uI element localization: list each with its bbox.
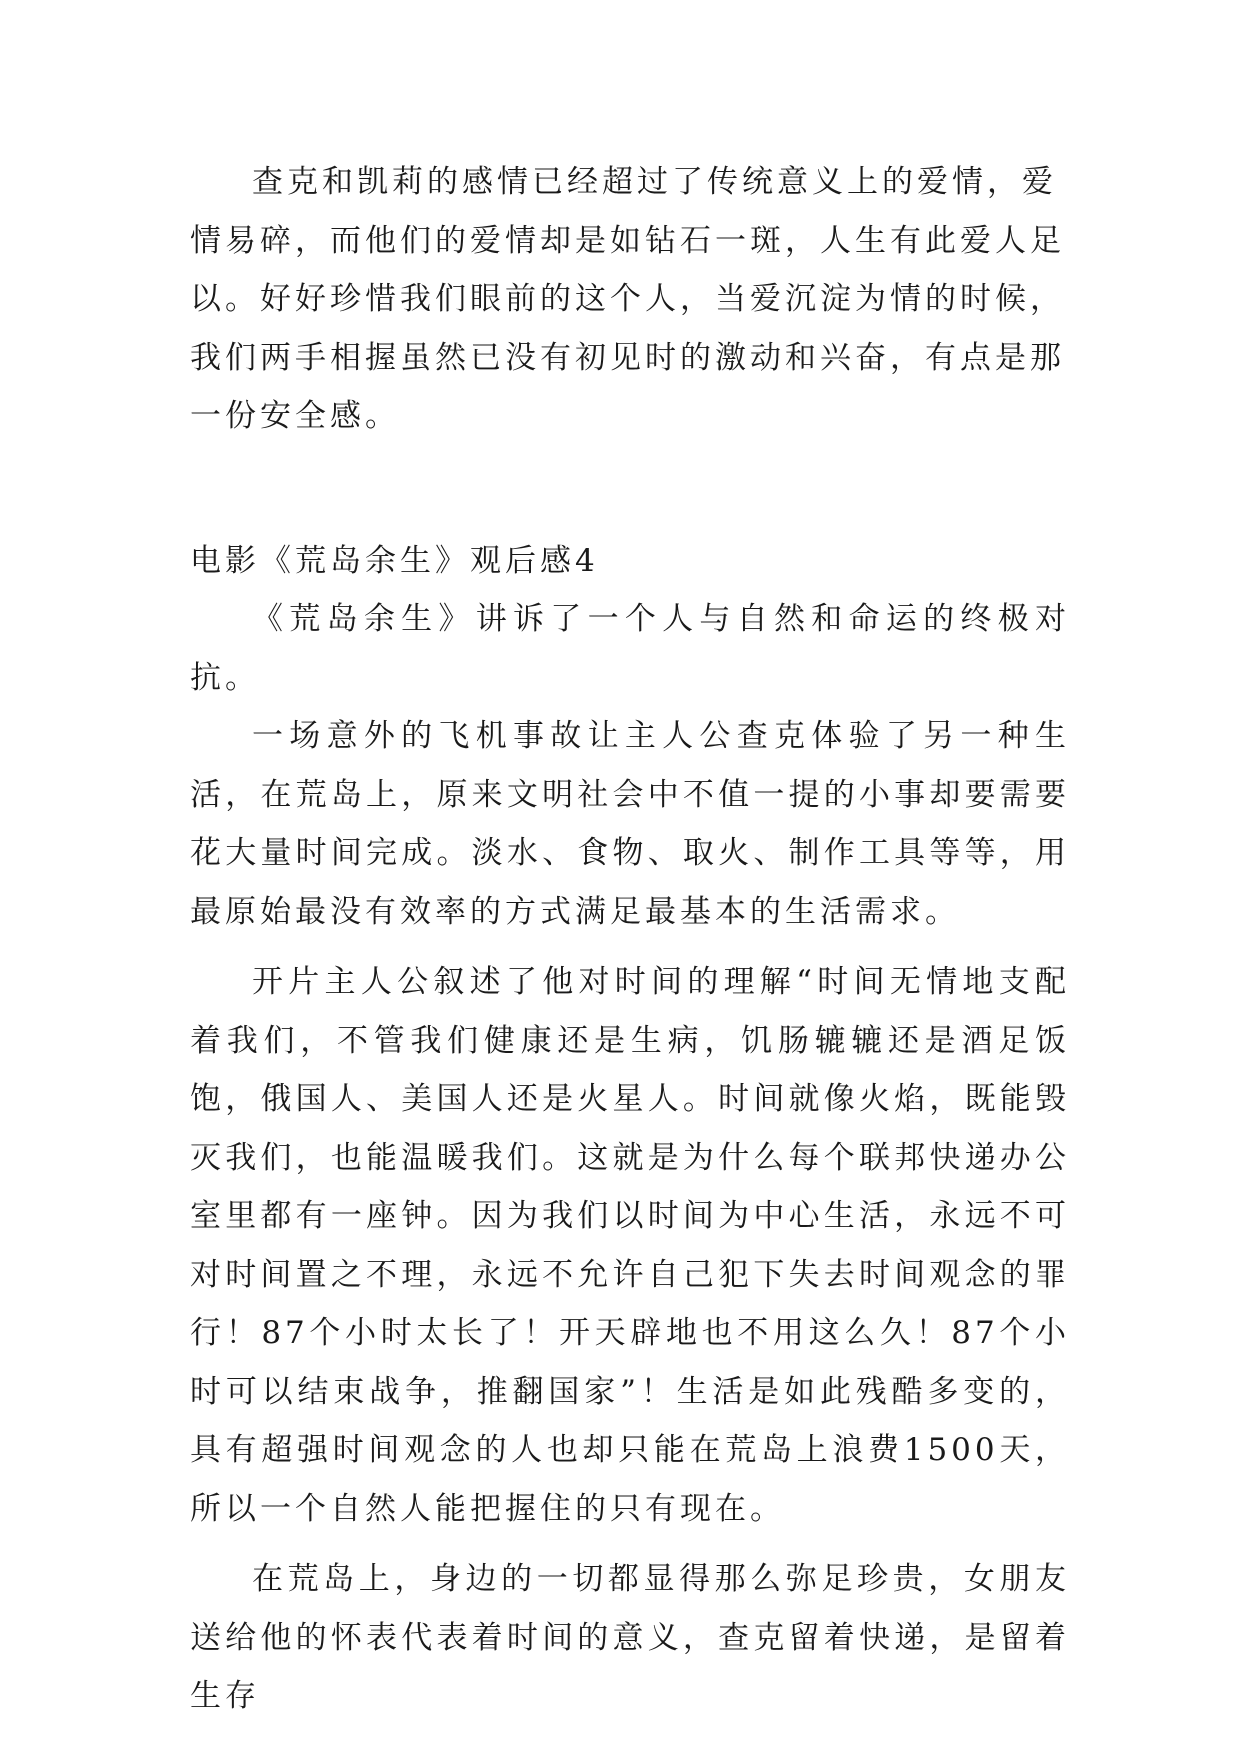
document-body	[190, 153, 1070, 1726]
section-spacer	[190, 446, 1070, 532]
paragraph-spacer	[190, 1538, 1070, 1550]
paragraph-spacer	[190, 941, 1070, 953]
paragraph-2: 《荒岛余生》讲诉了一个人与自然和命运的终极对抗。	[190, 601, 1070, 696]
paragraph-4: 开片主人公叙述了他对时间的理解“时间无情地支配着我们，不管我们健康还是生病，饥肠辘辘还是酒足饭饱，俄国人、美国人还是火星人。时间就像火焰，既能毁灭我们，也能温暖我们。这就是为什么每个联邦快递办公室里都有一座钟。因为我们以时间为中心生活，永远不可对时间置之不理，永远不允许自己犯下失去时间观念的罪行！87个小时太长了！开天辟地也不用这么久！87个小时可以结束战争，推翻国家”！生活是如此残酷多变的，具有超强时间观念的人也却只能在荒岛上浪费1500天，所以一个自然人能把握住的只有现在。	[190, 964, 1070, 1527]
paragraph-3: 一场意外的飞机事故让主人公查克体验了另一种生活，在荒岛上，原来文明社会中不值一提的小事却要需要花大量时间完成。淡水、食物、取火、制作工具等等，用最原始最没有效率的方式满足最基本的生活需求。	[190, 718, 1070, 930]
section-title: 电影《荒岛余生》观后感4	[190, 542, 599, 579]
paragraph-5: 在荒岛上，身边的一切都显得那么弥足珍贵，女朋友送给他的怀表代表着时间的意义，查克留着快递，是留着生存	[190, 1561, 1070, 1714]
paragraph-1: 查克和凯莉的感情已经超过了传统意义上的爱情，爱情易碎，而他们的爱情却是如钻石一斑，人生有此爱人足以。好好珍惜我们眼前的这个人，当爱沉淀为情的时候，我们两手相握虽然已没有初见时的激动和兴奋，有点是那一份安全感。	[190, 164, 1065, 434]
